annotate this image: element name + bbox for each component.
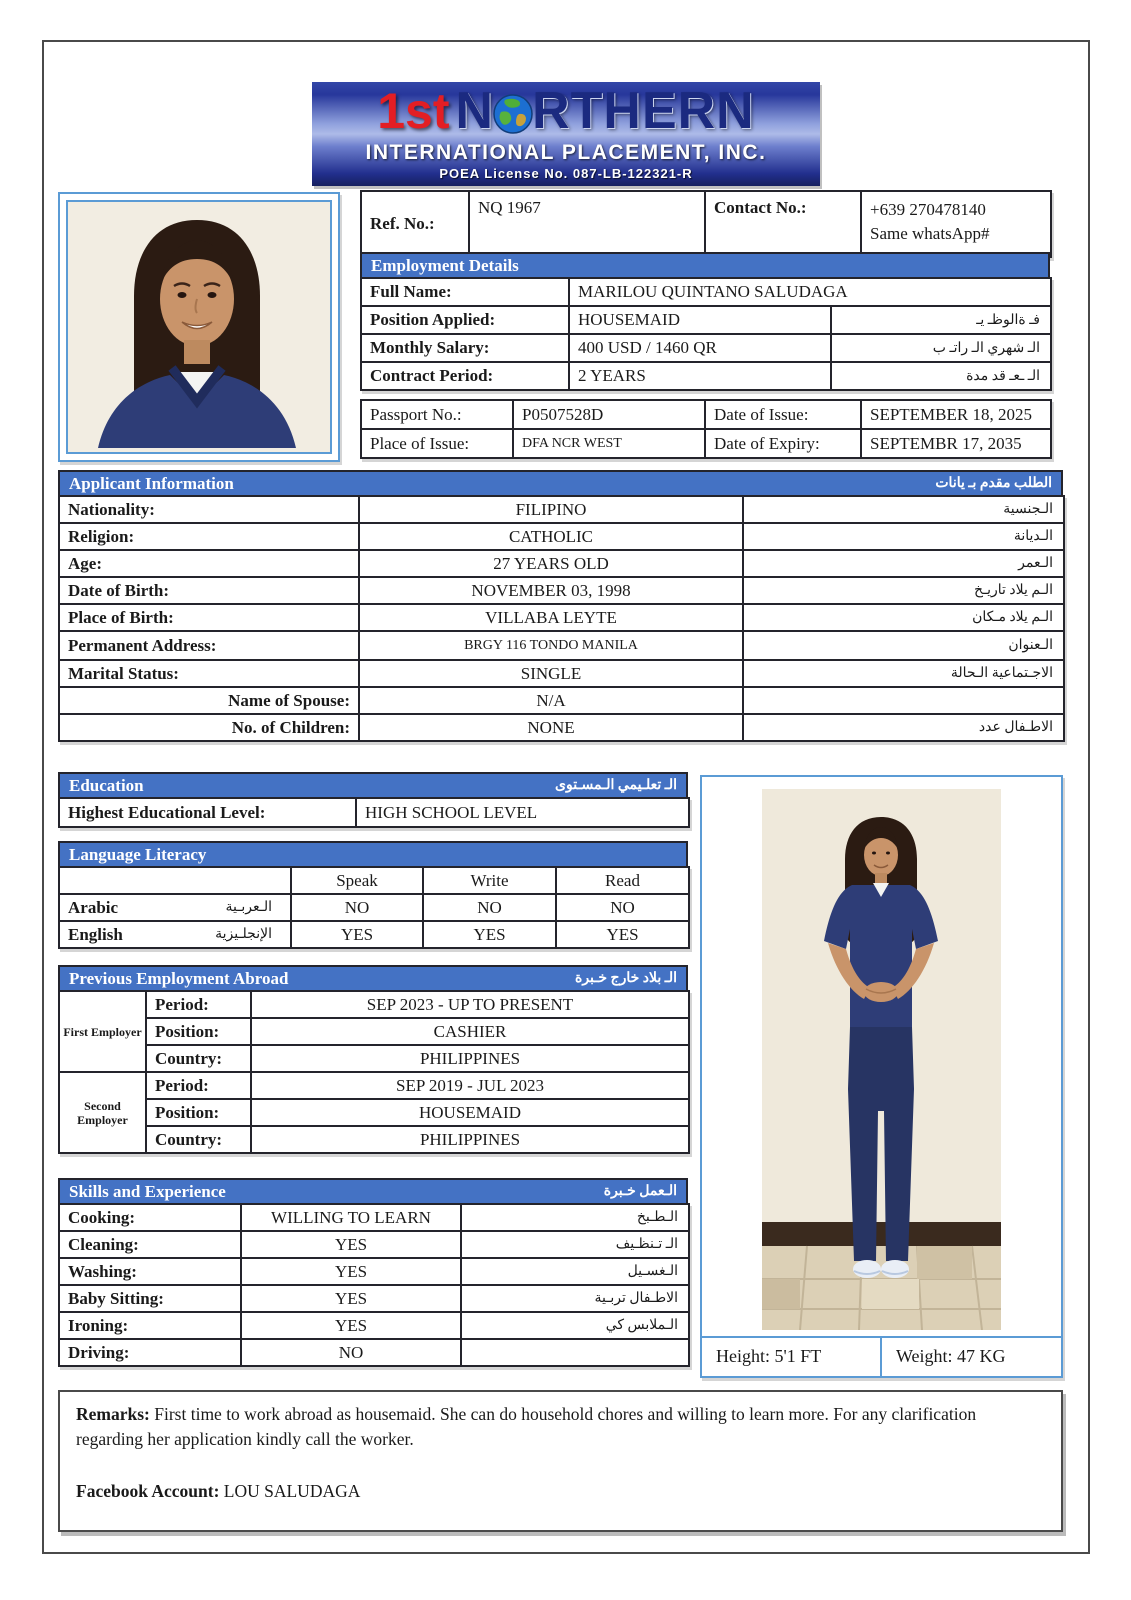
field-label-arabic: الـملابس كي: [461, 1312, 689, 1339]
remarks-box: [58, 1390, 1063, 1532]
language-name-cell: Arabic الـعربـية: [59, 894, 291, 921]
remarks-text: Remarks: First time to work abroad as housemaid. She can do household chores and willing to learn more. For any clarification regarding her application kindly call the worker.: [76, 1404, 977, 1450]
weight-value: Weight: 47 KG: [880, 1338, 1061, 1376]
field-label-arabic: الـديانة: [743, 523, 1064, 550]
field-label: Full Name:: [361, 278, 569, 306]
field-label: Period:: [146, 1072, 251, 1099]
employer-name: Second Employer: [59, 1072, 146, 1153]
field-value: YES: [241, 1231, 461, 1258]
headshot-photo-frame: [58, 192, 340, 462]
field-label: Place of Issue:: [361, 429, 513, 458]
field-value: CASHIER: [251, 1018, 689, 1045]
field-value: HOUSEMAID: [251, 1099, 689, 1126]
field-value: VILLABA LEYTE: [359, 604, 743, 631]
field-label-arabic: الـغسـيل: [461, 1258, 689, 1285]
field-label: No. of Children:: [59, 714, 359, 741]
field-label: Passport No.:: [361, 400, 513, 429]
field-value: HOUSEMAID: [569, 306, 831, 334]
field-value: YES: [241, 1285, 461, 1312]
language-read-value: YES: [556, 921, 689, 948]
field-label-arabic: الـم يلاد مـكان: [743, 604, 1064, 631]
field-label-arabic: الـعنوان: [743, 631, 1064, 660]
field-label: Date of Birth:: [59, 577, 359, 604]
language-speak-value: NO: [291, 894, 423, 921]
column-header-read: Read: [556, 867, 689, 894]
field-value: MARILOU QUINTANO SALUDAGA: [569, 278, 1051, 306]
height-value: Height: 5'1 FT: [716, 1346, 822, 1366]
field-label: Country:: [146, 1045, 251, 1072]
ref-no-value: NQ 1967: [469, 191, 705, 257]
applicant-information-header-arabic: الطلب مقدم بـ يانات: [935, 476, 1052, 491]
full-body-illustration: [762, 789, 1001, 1330]
skills-header: Skills and Experience الـعمل خـبرة: [58, 1178, 688, 1205]
facebook-account: Facebook Account: LOU SALUDAGA: [76, 1480, 361, 1501]
skills-table: [58, 1203, 690, 1367]
education-table: [58, 797, 690, 828]
field-value: P0507528D: [513, 400, 705, 429]
poea-license: POEA License No. 087-LB-122321-R: [439, 166, 693, 181]
field-label: Country:: [146, 1126, 251, 1153]
field-label: Driving:: [59, 1339, 241, 1366]
column-header-write: Write: [423, 867, 556, 894]
field-label: Age:: [59, 550, 359, 577]
previous-employment-table: [58, 990, 690, 1154]
field-value: HIGH SCHOOL LEVEL: [356, 798, 689, 827]
language-name-arabic: الإنجلـيزية: [215, 927, 272, 942]
field-label: Marital Status:: [59, 660, 359, 687]
field-label-arabic: الاطـفال عدد: [743, 714, 1064, 741]
field-label-arabic: الاطـفال تربـية: [461, 1285, 689, 1312]
passport-table: [360, 399, 1052, 459]
agency-subtitle: INTERNATIONAL PLACEMENT, INC.: [365, 141, 767, 164]
language-empty-cell: [59, 867, 291, 894]
field-label: Date of Issue:: [705, 400, 861, 429]
skills-header-arabic: الـعمل خـبرة: [603, 1184, 677, 1199]
field-label: Name of Spouse:: [59, 687, 359, 714]
field-value: BRGY 116 TONDO MANILA: [359, 631, 743, 660]
field-value: N/A: [359, 687, 743, 714]
field-value: NOVEMBER 03, 1998: [359, 577, 743, 604]
field-value: 400 USD / 1460 QR: [569, 334, 831, 362]
field-label: Religion:: [59, 523, 359, 550]
applicant-information-header: Applicant Information الطلب مقدم بـ يانات: [58, 470, 1063, 497]
language-name-cell: English الإنجلـيزية: [59, 921, 291, 948]
column-header-speak: Speak: [291, 867, 423, 894]
facebook-label: Facebook Account:: [76, 1480, 220, 1501]
field-label: Place of Birth:: [59, 604, 359, 631]
headshot-photo: [66, 200, 332, 454]
field-value: YES: [241, 1312, 461, 1339]
field-label: Monthly Salary:: [361, 334, 569, 362]
language-literacy-header: Language Literacy: [58, 841, 688, 868]
field-value: SEPTEMBER 18, 2025: [861, 400, 1051, 429]
field-label-arabic: الـ شهري الـ راتـ ب: [831, 334, 1051, 362]
field-label-arabic: الـم يلاد تاريـخ: [743, 577, 1064, 604]
field-label-arabic: الـ تـنظـيف: [461, 1231, 689, 1258]
field-value: DFA NCR WEST: [513, 429, 705, 458]
headshot-illustration: [68, 202, 326, 448]
field-value: SEP 2023 - UP TO PRESENT: [251, 991, 689, 1018]
field-label: Baby Sitting:: [59, 1285, 241, 1312]
field-label-arabic: [461, 1339, 689, 1366]
field-label: Highest Educational Level:: [59, 798, 356, 827]
field-label: Ironing:: [59, 1312, 241, 1339]
language-literacy-table: [58, 866, 690, 949]
field-value: CATHOLIC: [359, 523, 743, 550]
field-label: Nationality:: [59, 496, 359, 523]
education-header-arabic: الـ تعلـيمي الـمسـتوى: [555, 778, 677, 793]
reference-contact-table: [360, 190, 1052, 258]
field-label-arabic: الاجـتماعية الـحالة: [743, 660, 1064, 687]
language-read-value: NO: [556, 894, 689, 921]
field-label-arabic: الـطـبخ: [461, 1204, 689, 1231]
contact-no-value: +639 270478140 Same whatsApp#: [861, 191, 1051, 257]
language-speak-value: YES: [291, 921, 423, 948]
field-label-arabic: [743, 687, 1064, 714]
field-value: NO: [241, 1339, 461, 1366]
field-label: Date of Expiry:: [705, 429, 861, 458]
field-value: YES: [241, 1258, 461, 1285]
field-label: Cleaning:: [59, 1231, 241, 1258]
height-weight-row: [702, 1336, 1061, 1376]
field-value: 2 YEARS: [569, 362, 831, 390]
full-body-photo: [762, 789, 1001, 1330]
field-value: 27 YEARS OLD: [359, 550, 743, 577]
field-label: Position Applied:: [361, 306, 569, 334]
employer-name: First Employer: [59, 991, 146, 1072]
field-label: Permanent Address:: [59, 631, 359, 660]
field-value: PHILIPPINES: [251, 1045, 689, 1072]
full-body-photo-frame: [700, 775, 1063, 1378]
field-label: Contract Period:: [361, 362, 569, 390]
field-label: Position:: [146, 1018, 251, 1045]
field-label-arabic: الـجنسية: [743, 496, 1064, 523]
language-write-value: NO: [423, 894, 556, 921]
field-value: SEP 2019 - JUL 2023: [251, 1072, 689, 1099]
field-value: WILLING TO LEARN: [241, 1204, 461, 1231]
field-label: Cooking:: [59, 1204, 241, 1231]
field-value: FILIPINO: [359, 496, 743, 523]
agency-logo-banner: [312, 82, 820, 186]
ref-no-label: Ref. No.:: [361, 191, 469, 257]
globe-icon: [493, 94, 533, 134]
field-value: SINGLE: [359, 660, 743, 687]
field-label: Position:: [146, 1099, 251, 1126]
logo-northern-text: N RTHERN: [455, 82, 755, 140]
field-value: SEPTEMBR 17, 2035: [861, 429, 1051, 458]
previous-employment-header-arabic: الـ بلاد خارج خـبرة: [575, 971, 677, 986]
language-name-arabic: الـعربـية: [225, 900, 272, 915]
language-write-value: YES: [423, 921, 556, 948]
field-label: Washing:: [59, 1258, 241, 1285]
contact-no-label: Contact No.:: [705, 191, 861, 257]
previous-employment-header: Previous Employment Abroad الـ بلاد خارج خـبرة: [58, 965, 688, 992]
education-header: Education الـ تعلـيمي الـمسـتوى: [58, 772, 688, 799]
field-label-arabic: الـ ـعـ قد مدة: [831, 362, 1051, 390]
employment-details-table: [360, 277, 1052, 391]
applicant-information-table: [58, 495, 1065, 742]
remarks-label: Remarks:: [76, 1404, 150, 1424]
employment-details-header: Employment Details: [360, 252, 1050, 279]
logo-1st-text: 1st: [377, 83, 450, 139]
field-label: Period:: [146, 991, 251, 1018]
field-value: NONE: [359, 714, 743, 741]
field-label-arabic: الـعمر: [743, 550, 1064, 577]
agency-name: [312, 82, 820, 140]
field-label-arabic: فـ ةالوظـ يـ: [831, 306, 1051, 334]
field-value: PHILIPPINES: [251, 1126, 689, 1153]
